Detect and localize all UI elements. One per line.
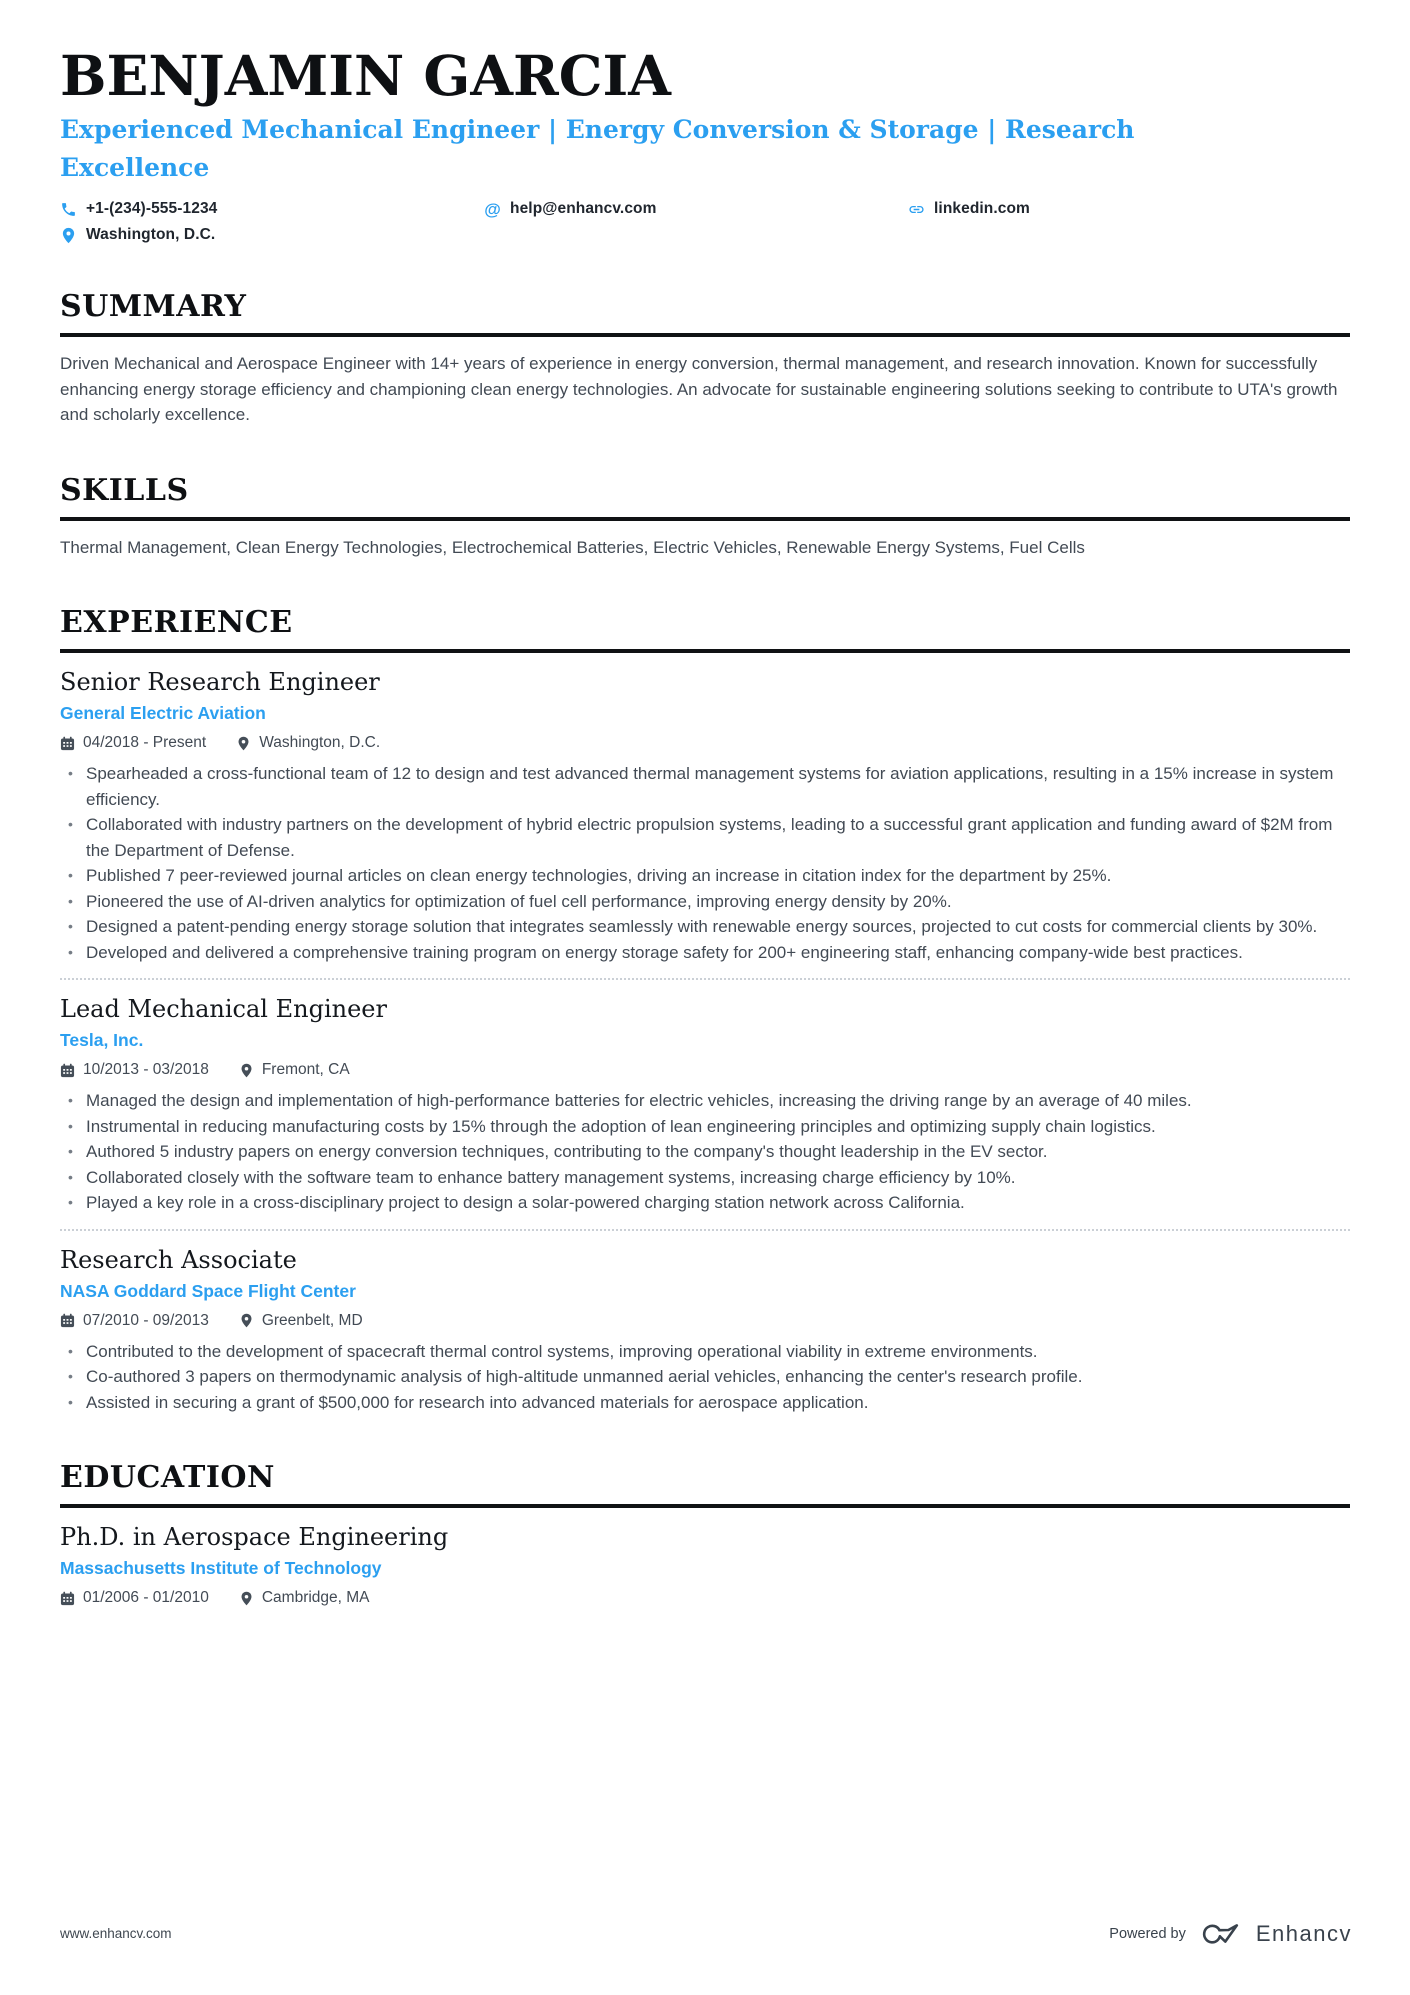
calendar-icon bbox=[60, 1313, 75, 1328]
calendar-icon bbox=[60, 1591, 75, 1606]
job-separator bbox=[60, 978, 1350, 980]
phone-number: +1-(234)-555-1234 bbox=[86, 200, 218, 218]
email-address[interactable]: help@enhancv.com bbox=[510, 200, 657, 218]
pin-icon bbox=[239, 1313, 254, 1328]
job-company: NASA Goddard Space Flight Center bbox=[60, 1280, 356, 1301]
bullet-item: • Contributed to the development of spacecraft thermal control systems, improving operational viability in extreme environments. bbox=[60, 1339, 1350, 1365]
location-text: Washington, D.C. bbox=[86, 226, 216, 244]
job-location-item bbox=[239, 1312, 363, 1330]
education-entry bbox=[60, 1523, 1350, 1607]
bullet-item: • Designed a patent-pending energy storage solution that integrates seamlessly with renewable energy sources, projected to cut costs for commercial clients by 30%. bbox=[60, 914, 1350, 940]
bullet-item: • Instrumental in reducing manufacturing costs by 15% through the adoption of lean engineering principles and optimizing supply chain logistics. bbox=[60, 1114, 1350, 1140]
bullet-item: • Spearheaded a cross-functional team of 12 to design and test advanced thermal management systems for aviation applications, resulting in a 15% increase in system efficiency. bbox=[60, 761, 1350, 812]
skills-section bbox=[60, 473, 1350, 561]
education-heading: EDUCATION bbox=[60, 1460, 1350, 1508]
job-location: Fremont, CA bbox=[261, 1061, 350, 1079]
powered-by-label: Powered by bbox=[1109, 1925, 1186, 1942]
link-icon bbox=[908, 201, 925, 218]
bullet-item: • Developed and delivered a comprehensive training program on energy storage safety for 200+ engineering staff, enhancing company-wide best practices. bbox=[60, 940, 1350, 966]
job-dates: 04/2018 - Present bbox=[83, 734, 207, 752]
brand-name: Enhancv bbox=[1255, 1920, 1352, 1946]
job-dates-item bbox=[60, 734, 206, 752]
experience-section bbox=[60, 605, 1350, 1415]
job-entry bbox=[60, 1246, 1350, 1416]
page-footer bbox=[60, 1920, 1352, 1947]
school-name: Massachusetts Institute of Technology bbox=[60, 1558, 382, 1579]
job-bullets bbox=[60, 761, 1350, 965]
job-meta bbox=[60, 734, 1350, 752]
pin-icon bbox=[239, 1591, 254, 1606]
bullet-item: • Managed the design and implementation of high-performance batteries for electric vehicles, increasing the driving range by an average of 40 miles. bbox=[60, 1088, 1350, 1114]
contact-phone bbox=[60, 200, 484, 218]
summary-heading: SUMMARY bbox=[60, 289, 1350, 337]
bullet-item: • Collaborated with industry partners on the development of hybrid electric propulsion systems, leading to a successful grant application and funding award of $2M from the Department of Defense. bbox=[60, 812, 1350, 863]
job-company: General Electric Aviation bbox=[60, 703, 266, 724]
contact-row-2 bbox=[60, 226, 1350, 244]
location-icon bbox=[60, 227, 77, 244]
education-section bbox=[60, 1460, 1350, 1607]
bullet-item: • Published 7 peer-reviewed journal articles on clean energy technologies, driving an increase in citation index for the department by 25%. bbox=[60, 863, 1350, 889]
contact-row-1 bbox=[60, 200, 1350, 218]
job-separator bbox=[60, 1229, 1350, 1231]
link-url[interactable]: linkedin.com bbox=[934, 200, 1030, 218]
job-dates-item bbox=[60, 1312, 209, 1330]
bullet-item: • Assisted in securing a grant of $500,000 for research into advanced materials for aerospace application. bbox=[60, 1390, 1350, 1416]
job-location: Washington, D.C. bbox=[259, 734, 381, 752]
pin-icon bbox=[236, 736, 251, 751]
summary-section bbox=[60, 289, 1350, 428]
enhancv-logo-icon bbox=[1198, 1920, 1244, 1947]
job-meta bbox=[60, 1061, 1350, 1079]
job-title: Senior Research Engineer bbox=[60, 668, 380, 697]
contact-location bbox=[60, 226, 215, 244]
job-location-item bbox=[239, 1061, 350, 1079]
job-meta bbox=[60, 1312, 1350, 1330]
job-dates: 10/2013 - 03/2018 bbox=[83, 1061, 209, 1079]
job-entry bbox=[60, 668, 1350, 965]
person-name: BENJAMIN GARCIA bbox=[60, 43, 671, 108]
bullet-item: • Co-authored 3 papers on thermodynamic analysis of high-altitude unmanned aerial vehicles, enhancing the center's research profile. bbox=[60, 1364, 1350, 1390]
bullet-item: • Authored 5 industry papers on energy conversion techniques, contributing to the company's thought leadership in the EV sector. bbox=[60, 1139, 1350, 1165]
summary-text: Driven Mechanical and Aerospace Engineer with 14+ years of experience in energy conversion, thermal management, and research innovation. Known for successfully enhancing energy storage efficiency and championing clean energy technologies. An advocate for sustainable engineering solutions seeking to contribute to UTA's growth and scholarly excellence. bbox=[60, 354, 1338, 425]
job-title: Research Associate bbox=[60, 1245, 297, 1274]
experience-heading: EXPERIENCE bbox=[60, 605, 1350, 653]
job-location: Greenbelt, MD bbox=[261, 1311, 363, 1329]
skills-heading: SKILLS bbox=[60, 473, 1350, 521]
phone-icon bbox=[60, 201, 77, 218]
contact-email[interactable] bbox=[484, 200, 908, 218]
job-entry bbox=[60, 995, 1350, 1216]
contact-info bbox=[60, 200, 1350, 244]
job-title: Lead Mechanical Engineer bbox=[60, 995, 387, 1024]
education-dates-item bbox=[60, 1589, 209, 1607]
at-icon: @ bbox=[484, 199, 501, 219]
bullet-item: • Pioneered the use of AI-driven analytics for optimization of fuel cell performance, improving energy density by 20%. bbox=[60, 889, 1350, 915]
job-bullets bbox=[60, 1088, 1350, 1216]
calendar-icon bbox=[60, 736, 75, 751]
job-location-item bbox=[236, 734, 380, 752]
education-location: Cambridge, MA bbox=[261, 1589, 370, 1607]
website-link[interactable]: www.enhancv.com bbox=[60, 1926, 172, 1941]
education-meta bbox=[60, 1589, 1350, 1607]
powered-by bbox=[1109, 1920, 1352, 1947]
education-dates: 01/2006 - 01/2010 bbox=[83, 1589, 209, 1607]
calendar-icon bbox=[60, 1063, 75, 1078]
headline: Experienced Mechanical Engineer | Energy Conversion & Storage | Research Excellence bbox=[60, 115, 1135, 183]
education-location-item bbox=[239, 1589, 370, 1607]
job-bullets bbox=[60, 1339, 1350, 1416]
degree-title: Ph.D. in Aerospace Engineering bbox=[60, 1523, 449, 1552]
resume-header bbox=[60, 43, 1350, 244]
job-dates: 07/2010 - 09/2013 bbox=[83, 1311, 209, 1329]
bullet-item: • Played a key role in a cross-disciplinary project to design a solar-powered charging station network across California. bbox=[60, 1190, 1350, 1216]
bullet-item: • Collaborated closely with the software team to enhance battery management systems, increasing charge efficiency by 10%. bbox=[60, 1165, 1350, 1191]
job-company: Tesla, Inc. bbox=[60, 1030, 144, 1051]
job-dates-item bbox=[60, 1061, 209, 1079]
skills-text: Thermal Management, Clean Energy Technologies, Electrochemical Batteries, Electric Vehicles, Renewable Energy Systems, Fuel Cells bbox=[60, 537, 1085, 557]
contact-link[interactable] bbox=[908, 200, 1030, 218]
pin-icon bbox=[239, 1063, 254, 1078]
